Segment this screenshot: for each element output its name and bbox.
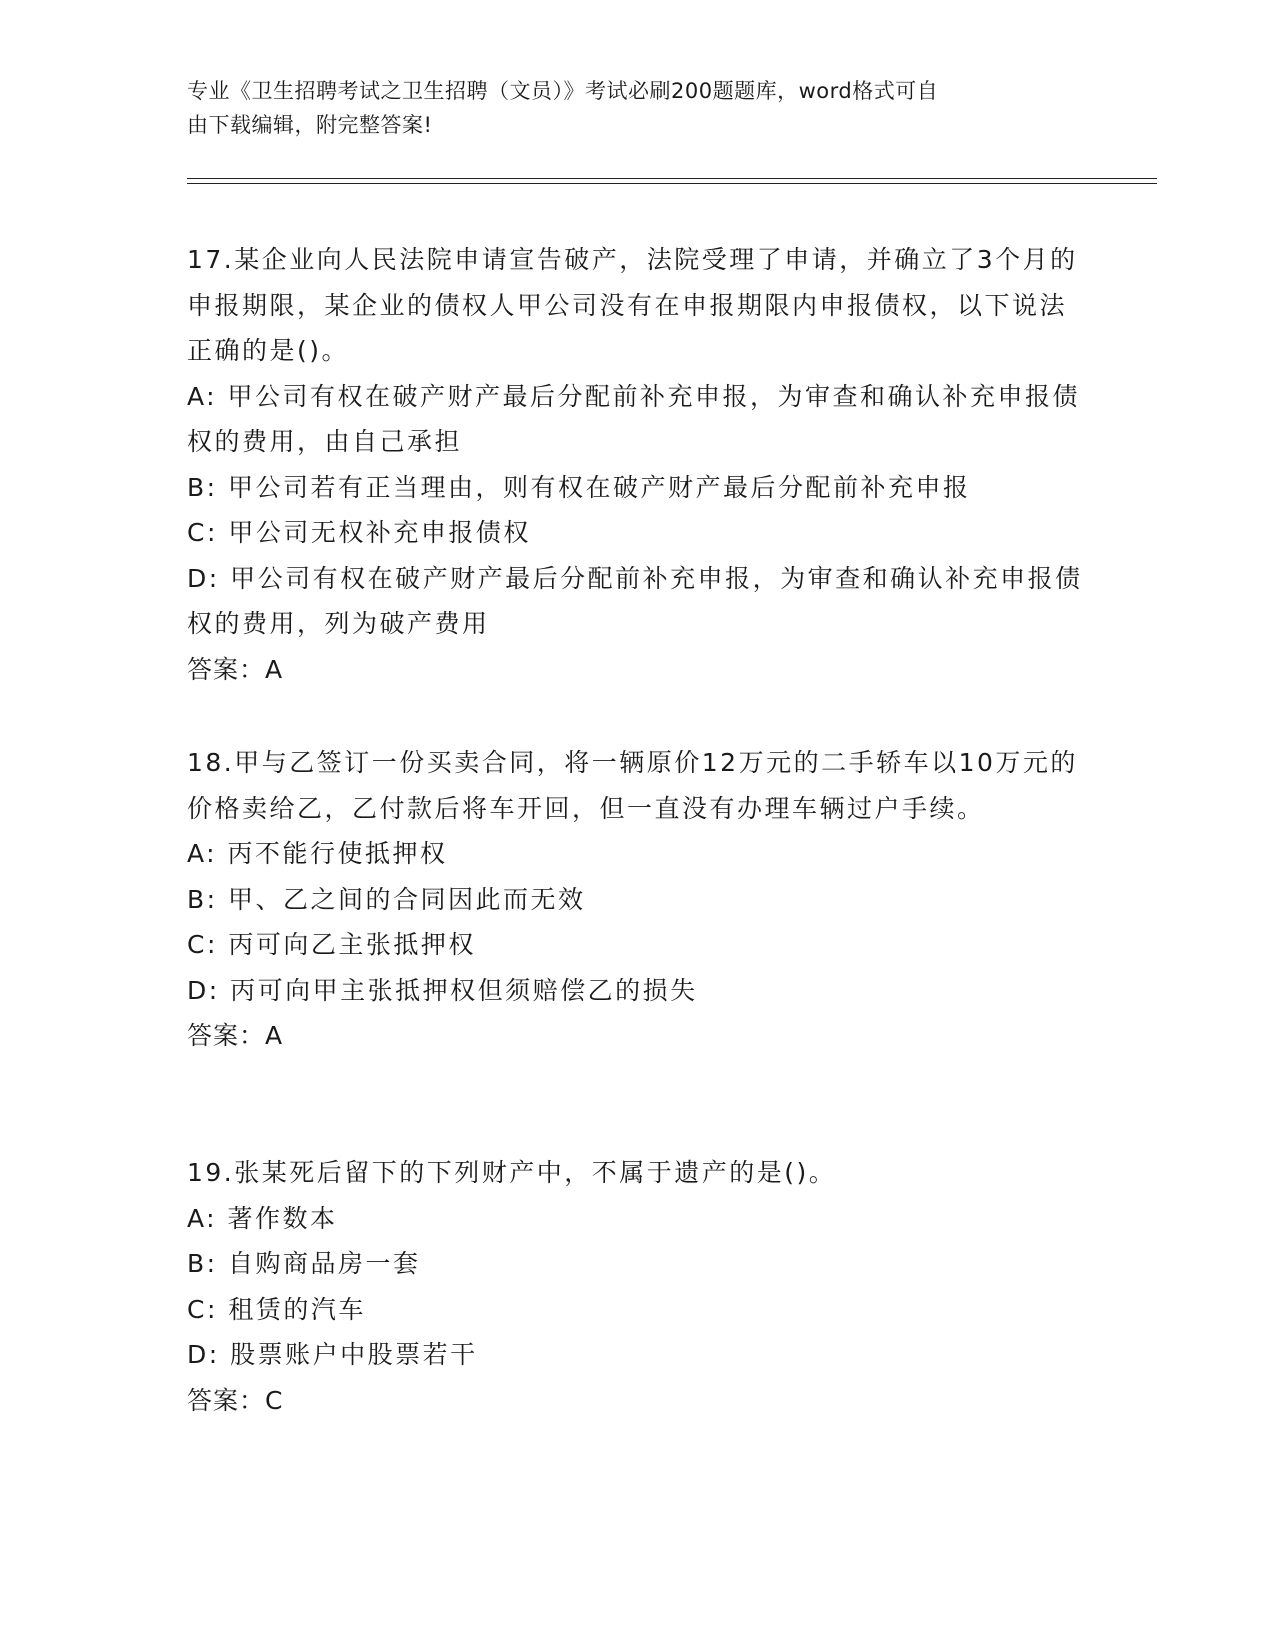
answer: 答案：A: [187, 1021, 284, 1050]
option-d: D: 股票账户中股票若干: [187, 1340, 478, 1369]
header-line-1: 专业《卫生招聘考试之卫生招聘（文员）》考试必刷200题题库，word格式可自: [187, 79, 939, 103]
question-19: [187, 1150, 1087, 1423]
question-stem: 17.某企业向人民法院申请宣告破产，法院受理了申请，并确立了3个月的申报期限，某企业的债权人甲公司没有在申报期限内申报债权，以下说法正确的是()。: [187, 245, 1078, 365]
option-c: C: 租赁的汽车: [187, 1294, 366, 1324]
option-a: A: 甲公司有权在破产财产最后分配前补充申报，为审查和确认补充申报债权的费用，由自己承担: [187, 381, 1081, 456]
header-divider-bottom: [187, 183, 1157, 184]
question-stem: 18.甲与乙签订一份买卖合同，将一辆原价12万元的二手轿车以10万元的价格卖给乙，乙付款后将车开回，但一直没有办理车辆过户手续。: [187, 748, 1078, 823]
option-d: D: 甲公司有权在破产财产最后分配前补充申报，为审查和确认补充申报债权的费用，列为破产费用: [187, 563, 1083, 638]
option-d: D: 丙可向甲主张抵押权但须赔偿乙的损失: [187, 975, 698, 1005]
question-17: [187, 237, 1087, 692]
option-a: A: 丙不能行使抵押权: [187, 839, 448, 868]
option-a: A: 著作数本: [187, 1203, 338, 1233]
answer: 答案：A: [187, 654, 284, 684]
option-b: B: 自购商品房一套: [187, 1249, 421, 1278]
document-header: [187, 74, 1077, 142]
header-line-2: 由下载编辑，附完整答案!: [187, 113, 433, 137]
header-divider-top: [187, 178, 1157, 179]
option-b: B: 甲公司若有正当理由，则有权在破产财产最后分配前补充申报: [187, 472, 971, 502]
question-18: [187, 740, 1087, 1059]
option-b: B: 甲、乙之间的合同因此而无效: [187, 884, 586, 914]
option-c: C: 甲公司无权补充申报债权: [187, 518, 531, 547]
question-stem: 19.张某死后留下的下列财产中，不属于遗产的是()。: [187, 1158, 837, 1187]
answer: 答案：C: [187, 1385, 284, 1415]
option-c: C: 丙可向乙主张抵押权: [187, 930, 476, 959]
